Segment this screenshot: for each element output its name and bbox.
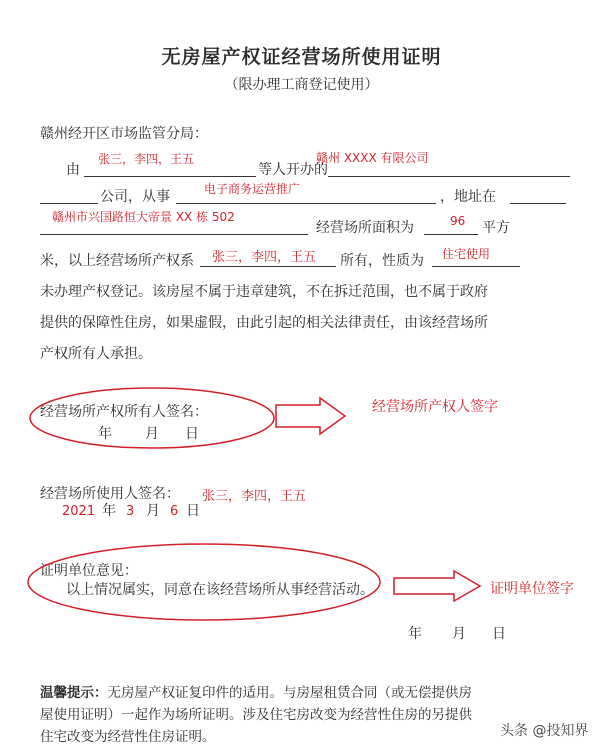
addressee: 赣州经开区市场监管分局： — [40, 126, 208, 142]
para-p1-prefix: 由 — [66, 162, 80, 178]
address-underline-cont — [40, 234, 308, 235]
user-signature-label: 经营场所使用人签名： — [40, 486, 180, 502]
persons-underline — [84, 176, 256, 177]
owner-sign-arrow-icon — [276, 398, 345, 434]
note-line1 — [40, 682, 472, 704]
para-line5: 提供的保障性住房，如果虚假，由此引起的相关法律责任，由该经营场所 — [40, 315, 488, 331]
certify-text: 以上情况属实，同意在该经营场所从事经营活动。 — [66, 582, 374, 598]
para-line4: 未办理产权登记。该房屋不属于违章建筑，不在拆迁范围，也不属于政府 — [40, 284, 488, 300]
user-sign-year: 年 — [102, 503, 116, 519]
owner-sign-year: 年 — [98, 426, 112, 442]
certify-day: 日 — [492, 626, 506, 642]
certify-year: 年 — [408, 626, 422, 642]
para-line3-mid: 所有，性质为 — [340, 253, 424, 269]
certify-arrow-icon — [394, 571, 480, 601]
user-sign-day: 日 — [186, 503, 200, 519]
filled-area: 96 — [450, 214, 466, 228]
filled-date-year: 2021 — [62, 504, 96, 519]
address-underline — [510, 203, 566, 204]
note-label: 温馨提示： — [40, 685, 108, 701]
certify-label: 证明单位意见： — [40, 563, 138, 579]
company-underline — [328, 176, 570, 177]
owner-sign-hint: 经营场所产权人签字 — [372, 399, 498, 415]
document-title: 无房屋产权证经营场所使用证明 — [161, 46, 442, 68]
filled-date-day: 6 — [170, 504, 179, 519]
filled-business: 电子商务运营推广 — [204, 182, 301, 196]
note-line2: 屋使用证明）一起作为场所证明。涉及住宅房改变为经营性住房的另提供 — [40, 707, 472, 723]
owner-sign-day: 日 — [185, 426, 199, 442]
owner-underline — [200, 266, 336, 267]
property-type-underline — [432, 266, 520, 267]
filled-property-type: 住宅使用 — [442, 247, 491, 261]
business-underline — [176, 203, 436, 204]
para-line3-start: 米，以上经营场所产权系 — [40, 253, 194, 269]
user-sign-month: 月 — [146, 503, 160, 519]
unit-sign-hint: 证明单位签字 — [490, 581, 574, 597]
filled-company: 赣州 XXXX 有限公司 — [316, 151, 429, 165]
filled-user-signature: 张三，李四，王五 — [202, 489, 307, 504]
watermark: 头条 @投知界 — [498, 720, 590, 740]
filled-persons: 张三，李四，王五 — [98, 152, 195, 166]
owner-signature-label: 经营场所产权所有人签名： — [40, 404, 208, 420]
document-subtitle: （限办理工商登记使用） — [224, 77, 379, 93]
note-line3: 住宅改变为经营性住房证明。 — [40, 729, 216, 745]
para-line6: 产权所有人承担。 — [40, 346, 152, 362]
note-line1-text: 无房屋产权证复印件的适用。与房屋租赁合同（或无偿提供房 — [107, 685, 472, 701]
company-underline-cont — [40, 203, 98, 204]
filled-address: 赣州市兴国路恒大帝景 XX 栋 502 — [52, 210, 235, 224]
para-p1-mid: 等人开办的 — [258, 162, 328, 178]
area-underline — [424, 234, 478, 235]
para-area-unit-start: 平方 — [482, 220, 510, 236]
para-area-prefix: 经营场所面积为 — [316, 220, 414, 236]
filled-date-month: 3 — [126, 504, 135, 519]
owner-sign-month: 月 — [145, 426, 159, 442]
filled-owner: 张三，李四，王五 — [212, 250, 317, 265]
certify-month: 月 — [452, 626, 466, 642]
para-address-prefix: ，地址在 — [440, 189, 496, 205]
para-company-word: 公司，从事 — [100, 189, 170, 205]
